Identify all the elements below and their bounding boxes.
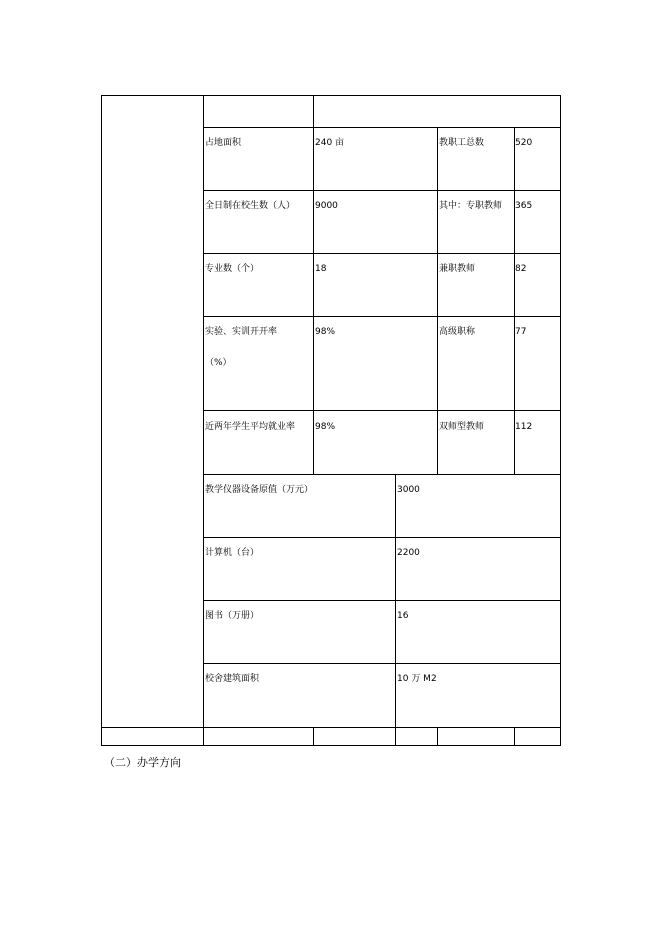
employment-rate-label: 近两年学生平均就业率 bbox=[205, 422, 296, 432]
parttime-teachers-value: 82 bbox=[515, 264, 527, 274]
parttime-teachers-label: 兼职教师 bbox=[439, 264, 476, 274]
equipment-label: 教学仪器设备原值（万元） bbox=[205, 485, 314, 495]
dual-teachers-value: 112 bbox=[515, 422, 533, 432]
books-label: 图书（万册） bbox=[205, 611, 260, 621]
building-area-label: 校舍建筑面积 bbox=[205, 674, 260, 684]
land-area-value: 240 亩 bbox=[315, 138, 345, 148]
majors-label: 专业数（个） bbox=[205, 264, 260, 274]
fulltime-students-label: 全日制在校生数（人） bbox=[205, 201, 296, 211]
equipment-value: 3000 bbox=[397, 485, 420, 495]
lab-open-rate-value: 98% bbox=[315, 327, 336, 337]
fulltime-teachers-label: 其中：专职教师 bbox=[439, 201, 503, 211]
building-area-value: 10 万 M2 bbox=[397, 674, 437, 684]
employment-rate-value: 98% bbox=[315, 422, 336, 432]
total-staff-label: 教职工总数 bbox=[439, 138, 485, 148]
majors-value: 18 bbox=[315, 264, 327, 274]
lab-open-rate-label: 实验、实训开开率 bbox=[205, 327, 278, 337]
section-heading: （二）办学方向 bbox=[104, 756, 181, 769]
dual-teachers-label: 双师型教师 bbox=[439, 422, 485, 432]
books-value: 16 bbox=[397, 611, 409, 621]
land-area-label: 占地面积 bbox=[205, 138, 242, 148]
total-staff-value: 520 bbox=[515, 138, 533, 148]
senior-titles-value: 77 bbox=[515, 327, 527, 337]
computers-value: 2200 bbox=[397, 548, 420, 558]
fulltime-teachers-value: 365 bbox=[515, 201, 533, 211]
fulltime-students-value: 9000 bbox=[315, 201, 338, 211]
senior-titles-label: 高级职称 bbox=[439, 327, 476, 337]
computers-label: 计算机（台） bbox=[205, 548, 260, 558]
lab-open-rate-label-unit: （%） bbox=[205, 358, 232, 368]
